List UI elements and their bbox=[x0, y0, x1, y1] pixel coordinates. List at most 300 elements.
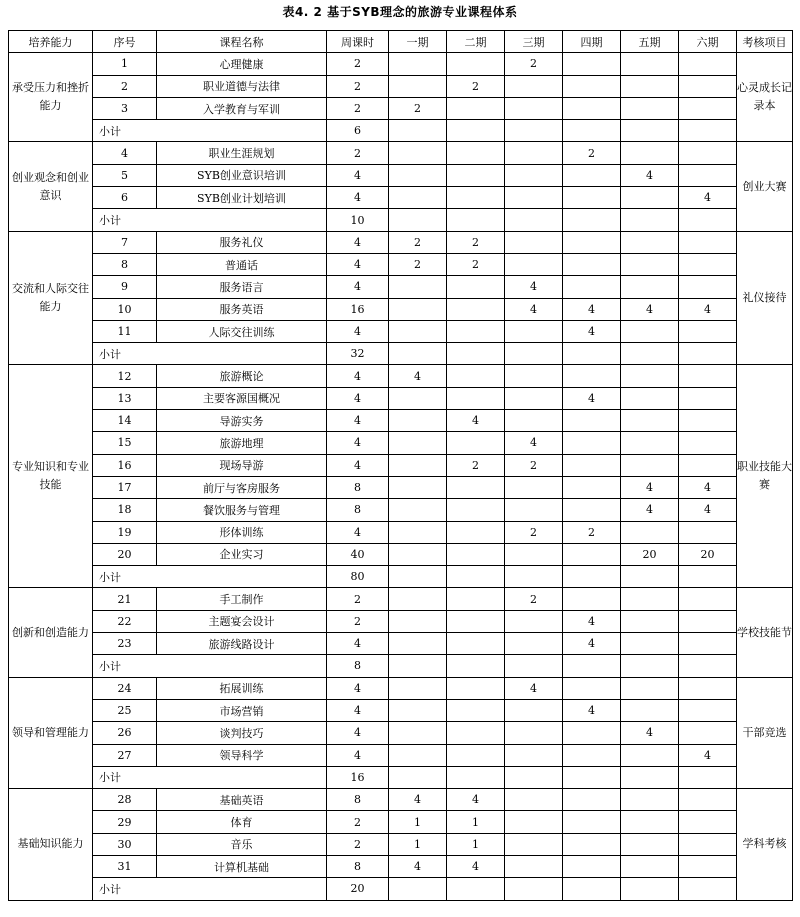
term-2-cell: 2 bbox=[447, 75, 505, 97]
header-term-6: 六期 bbox=[679, 31, 737, 53]
term-5-cell bbox=[621, 231, 679, 253]
term-5-cell bbox=[621, 744, 679, 766]
ability-cell: 承受压力和挫折能力 bbox=[9, 53, 93, 142]
term-6-cell bbox=[679, 276, 737, 298]
subtotal-row bbox=[9, 766, 793, 788]
term-2-cell: 4 bbox=[447, 855, 505, 877]
term-6-cell bbox=[679, 75, 737, 97]
empty-cell bbox=[505, 878, 563, 900]
empty-cell bbox=[505, 766, 563, 788]
term-1-cell bbox=[389, 633, 447, 655]
subtotal-row bbox=[9, 120, 793, 142]
subtotal-row bbox=[9, 655, 793, 677]
term-3-cell: 2 bbox=[505, 53, 563, 75]
ability-cell: 创新和创造能力 bbox=[9, 588, 93, 677]
term-3-cell bbox=[505, 75, 563, 97]
term-6-cell bbox=[679, 231, 737, 253]
table-row bbox=[9, 410, 793, 432]
course-no-cell: 16 bbox=[93, 454, 157, 476]
term-2-cell: 4 bbox=[447, 410, 505, 432]
empty-cell bbox=[563, 209, 621, 231]
weekly-hours-cell: 8 bbox=[327, 789, 389, 811]
subtotal-value: 10 bbox=[327, 209, 389, 231]
term-2-cell: 2 bbox=[447, 454, 505, 476]
weekly-hours-cell: 4 bbox=[327, 320, 389, 342]
term-3-cell bbox=[505, 410, 563, 432]
term-5-cell: 4 bbox=[621, 164, 679, 186]
term-2-cell bbox=[447, 320, 505, 342]
table-row bbox=[9, 543, 793, 565]
empty-cell bbox=[621, 120, 679, 142]
term-1-cell: 2 bbox=[389, 231, 447, 253]
table-row bbox=[9, 253, 793, 275]
term-1-cell: 2 bbox=[389, 253, 447, 275]
header-assessment: 考核项目 bbox=[737, 31, 793, 53]
empty-cell bbox=[679, 120, 737, 142]
empty-cell bbox=[389, 655, 447, 677]
course-name-cell: SYB创业计划培训 bbox=[157, 187, 327, 209]
empty-cell bbox=[621, 343, 679, 365]
term-3-cell: 2 bbox=[505, 588, 563, 610]
empty-cell bbox=[563, 766, 621, 788]
term-2-cell bbox=[447, 744, 505, 766]
term-4-cell bbox=[563, 53, 621, 75]
subtotal-row bbox=[9, 209, 793, 231]
subtotal-label: 小计 bbox=[93, 566, 327, 588]
term-1-cell bbox=[389, 454, 447, 476]
term-2-cell bbox=[447, 722, 505, 744]
table-row bbox=[9, 521, 793, 543]
term-6-cell bbox=[679, 677, 737, 699]
term-4-cell bbox=[563, 231, 621, 253]
term-4-cell bbox=[563, 365, 621, 387]
course-name-cell: 普通话 bbox=[157, 253, 327, 275]
term-2-cell: 1 bbox=[447, 833, 505, 855]
course-no-cell: 8 bbox=[93, 253, 157, 275]
empty-cell bbox=[389, 120, 447, 142]
term-1-cell bbox=[389, 588, 447, 610]
assessment-cell: 职业技能大赛 bbox=[737, 365, 793, 588]
term-2-cell: 2 bbox=[447, 231, 505, 253]
header-row bbox=[9, 31, 793, 53]
term-3-cell: 2 bbox=[505, 454, 563, 476]
weekly-hours-cell: 4 bbox=[327, 231, 389, 253]
term-6-cell bbox=[679, 164, 737, 186]
term-4-cell bbox=[563, 276, 621, 298]
table-row bbox=[9, 75, 793, 97]
course-no-cell: 5 bbox=[93, 164, 157, 186]
term-3-cell bbox=[505, 543, 563, 565]
term-6-cell bbox=[679, 588, 737, 610]
term-6-cell bbox=[679, 142, 737, 164]
empty-cell bbox=[621, 566, 679, 588]
course-name-cell: 旅游概论 bbox=[157, 365, 327, 387]
course-name-cell: SYB创业意识培训 bbox=[157, 164, 327, 186]
table-row bbox=[9, 588, 793, 610]
header-ability: 培养能力 bbox=[9, 31, 93, 53]
weekly-hours-cell: 8 bbox=[327, 499, 389, 521]
weekly-hours-cell: 2 bbox=[327, 833, 389, 855]
assessment-cell: 心灵成长记录本 bbox=[737, 53, 793, 142]
course-no-cell: 22 bbox=[93, 610, 157, 632]
course-name-cell: 服务礼仪 bbox=[157, 231, 327, 253]
term-6-cell bbox=[679, 833, 737, 855]
term-4-cell: 2 bbox=[563, 521, 621, 543]
term-3-cell bbox=[505, 187, 563, 209]
weekly-hours-cell: 2 bbox=[327, 142, 389, 164]
course-name-cell: 企业实习 bbox=[157, 543, 327, 565]
term-2-cell bbox=[447, 276, 505, 298]
subtotal-label: 小计 bbox=[93, 655, 327, 677]
empty-cell bbox=[679, 655, 737, 677]
term-3-cell bbox=[505, 320, 563, 342]
term-4-cell bbox=[563, 833, 621, 855]
weekly-hours-cell: 40 bbox=[327, 543, 389, 565]
term-5-cell bbox=[621, 454, 679, 476]
table-row bbox=[9, 164, 793, 186]
term-4-cell bbox=[563, 722, 621, 744]
term-2-cell bbox=[447, 677, 505, 699]
course-name-cell: 主题宴会设计 bbox=[157, 610, 327, 632]
course-name-cell: 体育 bbox=[157, 811, 327, 833]
term-1-cell bbox=[389, 499, 447, 521]
term-6-cell: 4 bbox=[679, 744, 737, 766]
term-3-cell bbox=[505, 855, 563, 877]
course-no-cell: 23 bbox=[93, 633, 157, 655]
course-name-cell: 形体训练 bbox=[157, 521, 327, 543]
course-no-cell: 12 bbox=[93, 365, 157, 387]
term-1-cell bbox=[389, 187, 447, 209]
term-6-cell bbox=[679, 320, 737, 342]
table-row bbox=[9, 231, 793, 253]
term-4-cell: 4 bbox=[563, 387, 621, 409]
weekly-hours-cell: 4 bbox=[327, 276, 389, 298]
weekly-hours-cell: 2 bbox=[327, 610, 389, 632]
term-3-cell bbox=[505, 142, 563, 164]
term-6-cell bbox=[679, 432, 737, 454]
ability-cell: 基础知识能力 bbox=[9, 789, 93, 900]
term-5-cell bbox=[621, 387, 679, 409]
assessment-cell: 干部竞选 bbox=[737, 677, 793, 788]
empty-cell bbox=[447, 343, 505, 365]
ability-cell: 创业观念和创业意识 bbox=[9, 142, 93, 231]
subtotal-value: 20 bbox=[327, 878, 389, 900]
term-4-cell bbox=[563, 164, 621, 186]
term-1-cell bbox=[389, 387, 447, 409]
term-3-cell: 4 bbox=[505, 298, 563, 320]
subtotal-value: 6 bbox=[327, 120, 389, 142]
term-1-cell bbox=[389, 543, 447, 565]
term-5-cell bbox=[621, 588, 679, 610]
empty-cell bbox=[447, 209, 505, 231]
term-6-cell bbox=[679, 253, 737, 275]
course-name-cell: 现场导游 bbox=[157, 454, 327, 476]
term-6-cell bbox=[679, 53, 737, 75]
ability-cell: 交流和人际交往能力 bbox=[9, 231, 93, 365]
term-1-cell: 4 bbox=[389, 789, 447, 811]
empty-cell bbox=[563, 566, 621, 588]
weekly-hours-cell: 4 bbox=[327, 699, 389, 721]
weekly-hours-cell: 4 bbox=[327, 454, 389, 476]
weekly-hours-cell: 4 bbox=[327, 633, 389, 655]
term-1-cell: 1 bbox=[389, 811, 447, 833]
term-2-cell bbox=[447, 53, 505, 75]
term-4-cell: 4 bbox=[563, 699, 621, 721]
table-row bbox=[9, 187, 793, 209]
empty-cell bbox=[563, 343, 621, 365]
term-5-cell bbox=[621, 365, 679, 387]
term-2-cell bbox=[447, 476, 505, 498]
term-5-cell bbox=[621, 833, 679, 855]
assessment-cell: 创业大赛 bbox=[737, 142, 793, 231]
term-4-cell bbox=[563, 744, 621, 766]
subtotal-label: 小计 bbox=[93, 766, 327, 788]
table-row bbox=[9, 610, 793, 632]
term-2-cell bbox=[447, 610, 505, 632]
term-6-cell bbox=[679, 699, 737, 721]
term-4-cell bbox=[563, 454, 621, 476]
course-no-cell: 26 bbox=[93, 722, 157, 744]
term-4-cell bbox=[563, 789, 621, 811]
subtotal-label: 小计 bbox=[93, 878, 327, 900]
term-2-cell bbox=[447, 164, 505, 186]
term-5-cell bbox=[621, 633, 679, 655]
term-1-cell: 2 bbox=[389, 97, 447, 119]
course-no-cell: 11 bbox=[93, 320, 157, 342]
term-3-cell bbox=[505, 387, 563, 409]
weekly-hours-cell: 4 bbox=[327, 365, 389, 387]
course-name-cell: 旅游线路设计 bbox=[157, 633, 327, 655]
term-3-cell: 4 bbox=[505, 276, 563, 298]
course-no-cell: 24 bbox=[93, 677, 157, 699]
empty-cell bbox=[447, 766, 505, 788]
course-name-cell: 服务语言 bbox=[157, 276, 327, 298]
subtotal-value: 8 bbox=[327, 655, 389, 677]
term-2-cell bbox=[447, 633, 505, 655]
term-2-cell bbox=[447, 365, 505, 387]
term-4-cell bbox=[563, 187, 621, 209]
table-row bbox=[9, 633, 793, 655]
empty-cell bbox=[563, 878, 621, 900]
weekly-hours-cell: 2 bbox=[327, 588, 389, 610]
term-4-cell bbox=[563, 811, 621, 833]
empty-cell bbox=[389, 878, 447, 900]
course-no-cell: 7 bbox=[93, 231, 157, 253]
term-5-cell: 4 bbox=[621, 298, 679, 320]
term-6-cell bbox=[679, 633, 737, 655]
empty-cell bbox=[447, 878, 505, 900]
term-3-cell bbox=[505, 833, 563, 855]
term-1-cell: 1 bbox=[389, 833, 447, 855]
course-no-cell: 4 bbox=[93, 142, 157, 164]
term-2-cell bbox=[447, 521, 505, 543]
table-row bbox=[9, 387, 793, 409]
empty-cell bbox=[621, 878, 679, 900]
term-6-cell bbox=[679, 610, 737, 632]
weekly-hours-cell: 4 bbox=[327, 387, 389, 409]
term-6-cell bbox=[679, 454, 737, 476]
term-3-cell bbox=[505, 253, 563, 275]
course-name-cell: 服务英语 bbox=[157, 298, 327, 320]
assessment-cell: 学校技能节 bbox=[737, 588, 793, 677]
empty-cell bbox=[563, 120, 621, 142]
term-3-cell bbox=[505, 789, 563, 811]
weekly-hours-cell: 2 bbox=[327, 75, 389, 97]
empty-cell bbox=[505, 655, 563, 677]
table-row bbox=[9, 499, 793, 521]
table-row bbox=[9, 677, 793, 699]
course-name-cell: 职业道德与法律 bbox=[157, 75, 327, 97]
term-2-cell bbox=[447, 432, 505, 454]
term-4-cell bbox=[563, 855, 621, 877]
term-5-cell bbox=[621, 276, 679, 298]
course-no-cell: 21 bbox=[93, 588, 157, 610]
term-3-cell bbox=[505, 97, 563, 119]
term-5-cell bbox=[621, 432, 679, 454]
term-1-cell bbox=[389, 722, 447, 744]
subtotal-row bbox=[9, 566, 793, 588]
course-no-cell: 3 bbox=[93, 97, 157, 119]
course-no-cell: 18 bbox=[93, 499, 157, 521]
weekly-hours-cell: 2 bbox=[327, 811, 389, 833]
term-4-cell bbox=[563, 588, 621, 610]
empty-cell bbox=[447, 655, 505, 677]
weekly-hours-cell: 2 bbox=[327, 53, 389, 75]
course-name-cell: 领导科学 bbox=[157, 744, 327, 766]
table-row bbox=[9, 97, 793, 119]
course-no-cell: 28 bbox=[93, 789, 157, 811]
empty-cell bbox=[621, 209, 679, 231]
term-5-cell bbox=[621, 187, 679, 209]
header-term-2: 二期 bbox=[447, 31, 505, 53]
empty-cell bbox=[505, 566, 563, 588]
weekly-hours-cell: 4 bbox=[327, 187, 389, 209]
term-2-cell: 2 bbox=[447, 253, 505, 275]
header-term-3: 三期 bbox=[505, 31, 563, 53]
term-1-cell bbox=[389, 276, 447, 298]
term-3-cell bbox=[505, 633, 563, 655]
weekly-hours-cell: 4 bbox=[327, 722, 389, 744]
empty-cell bbox=[505, 120, 563, 142]
term-3-cell bbox=[505, 365, 563, 387]
term-4-cell: 4 bbox=[563, 610, 621, 632]
empty-cell bbox=[679, 766, 737, 788]
term-3-cell: 2 bbox=[505, 521, 563, 543]
term-4-cell bbox=[563, 75, 621, 97]
term-2-cell bbox=[447, 699, 505, 721]
course-no-cell: 6 bbox=[93, 187, 157, 209]
term-4-cell bbox=[563, 410, 621, 432]
term-3-cell bbox=[505, 476, 563, 498]
term-5-cell bbox=[621, 320, 679, 342]
term-1-cell bbox=[389, 410, 447, 432]
term-2-cell bbox=[447, 543, 505, 565]
course-name-cell: 餐饮服务与管理 bbox=[157, 499, 327, 521]
table-row bbox=[9, 833, 793, 855]
term-2-cell bbox=[447, 298, 505, 320]
table-row bbox=[9, 320, 793, 342]
course-no-cell: 10 bbox=[93, 298, 157, 320]
table-row bbox=[9, 365, 793, 387]
term-3-cell: 4 bbox=[505, 677, 563, 699]
course-name-cell: 基础英语 bbox=[157, 789, 327, 811]
subtotal-label: 小计 bbox=[93, 343, 327, 365]
term-1-cell bbox=[389, 164, 447, 186]
term-6-cell bbox=[679, 521, 737, 543]
course-no-cell: 13 bbox=[93, 387, 157, 409]
assessment-cell: 礼仪接待 bbox=[737, 231, 793, 365]
table-row bbox=[9, 789, 793, 811]
term-6-cell bbox=[679, 722, 737, 744]
term-4-cell bbox=[563, 253, 621, 275]
term-3-cell bbox=[505, 231, 563, 253]
course-name-cell: 人际交往训练 bbox=[157, 320, 327, 342]
subtotal-value: 80 bbox=[327, 566, 389, 588]
table-row bbox=[9, 722, 793, 744]
term-1-cell: 4 bbox=[389, 855, 447, 877]
empty-cell bbox=[389, 766, 447, 788]
term-2-cell bbox=[447, 142, 505, 164]
table-row bbox=[9, 699, 793, 721]
course-no-cell: 27 bbox=[93, 744, 157, 766]
course-name-cell: 市场营销 bbox=[157, 699, 327, 721]
term-1-cell bbox=[389, 142, 447, 164]
header-no: 序号 bbox=[93, 31, 157, 53]
empty-cell bbox=[679, 343, 737, 365]
term-4-cell bbox=[563, 97, 621, 119]
term-4-cell: 2 bbox=[563, 142, 621, 164]
course-no-cell: 31 bbox=[93, 855, 157, 877]
header-course-name: 课程名称 bbox=[157, 31, 327, 53]
term-3-cell: 4 bbox=[505, 432, 563, 454]
term-2-cell: 4 bbox=[447, 789, 505, 811]
term-5-cell bbox=[621, 53, 679, 75]
term-6-cell bbox=[679, 387, 737, 409]
empty-cell bbox=[505, 209, 563, 231]
term-1-cell bbox=[389, 432, 447, 454]
term-5-cell: 4 bbox=[621, 722, 679, 744]
term-5-cell bbox=[621, 521, 679, 543]
course-no-cell: 15 bbox=[93, 432, 157, 454]
empty-cell bbox=[621, 766, 679, 788]
term-1-cell bbox=[389, 699, 447, 721]
term-4-cell: 4 bbox=[563, 320, 621, 342]
term-2-cell bbox=[447, 387, 505, 409]
subtotal-label: 小计 bbox=[93, 120, 327, 142]
table-row bbox=[9, 855, 793, 877]
course-no-cell: 25 bbox=[93, 699, 157, 721]
weekly-hours-cell: 4 bbox=[327, 164, 389, 186]
term-1-cell bbox=[389, 610, 447, 632]
term-5-cell bbox=[621, 699, 679, 721]
table-body bbox=[9, 53, 793, 900]
weekly-hours-cell: 8 bbox=[327, 476, 389, 498]
course-name-cell: 谈判技巧 bbox=[157, 722, 327, 744]
term-1-cell bbox=[389, 75, 447, 97]
term-2-cell bbox=[447, 97, 505, 119]
course-no-cell: 9 bbox=[93, 276, 157, 298]
course-no-cell: 19 bbox=[93, 521, 157, 543]
term-1-cell bbox=[389, 677, 447, 699]
table-row bbox=[9, 53, 793, 75]
term-2-cell bbox=[447, 499, 505, 521]
term-5-cell: 20 bbox=[621, 543, 679, 565]
term-3-cell bbox=[505, 722, 563, 744]
empty-cell bbox=[563, 655, 621, 677]
course-name-cell: 计算机基础 bbox=[157, 855, 327, 877]
term-1-cell bbox=[389, 476, 447, 498]
header-term-5: 五期 bbox=[621, 31, 679, 53]
